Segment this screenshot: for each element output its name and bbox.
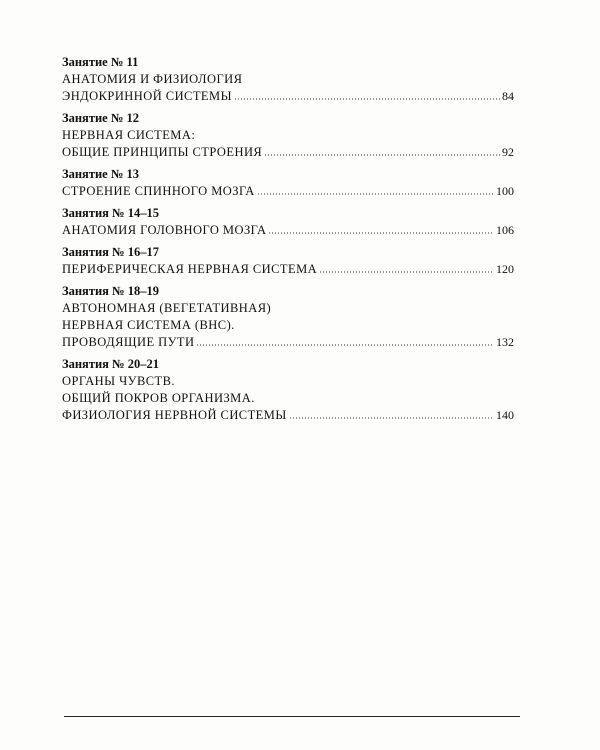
topic-line: АНАТОМИЯ И ФИЗИОЛОГИЯ bbox=[62, 72, 243, 86]
page-number: 140 bbox=[496, 408, 514, 422]
lesson-number: Занятия № 14–15 bbox=[62, 206, 159, 220]
topic-line: ОБЩИЙ ПОКРОВ ОРГАНИЗМА. bbox=[62, 391, 255, 405]
topic-last-line bbox=[62, 407, 514, 424]
page-number: 132 bbox=[496, 335, 514, 349]
topic-line: ОРГАНЫ ЧУВСТВ. bbox=[62, 374, 175, 388]
topic-line: ПРОВОДЯЩИЕ ПУТИ bbox=[62, 335, 195, 349]
lesson-number: Занятия № 20–21 bbox=[62, 357, 159, 371]
topic-last-line bbox=[62, 222, 514, 239]
dot-leader bbox=[264, 147, 500, 156]
topic-last-line bbox=[62, 334, 514, 351]
toc-entry bbox=[62, 166, 514, 200]
topic-line: НЕРВНАЯ СИСТЕМА (ВНС). bbox=[62, 318, 235, 332]
topic-last-line bbox=[62, 88, 514, 105]
topic-last-line bbox=[62, 183, 514, 200]
dot-leader bbox=[268, 225, 494, 234]
topic-line: АНАТОМИЯ ГОЛОВНОГО МОЗГА bbox=[62, 223, 267, 237]
page-number: 92 bbox=[502, 145, 514, 159]
dot-leader bbox=[196, 337, 494, 346]
toc-entry bbox=[62, 283, 514, 351]
lesson-number: Занятия № 18–19 bbox=[62, 284, 159, 298]
dot-leader bbox=[289, 410, 494, 419]
topic-last-line bbox=[62, 261, 514, 278]
toc-entry bbox=[62, 110, 514, 161]
topic-line: НЕРВНАЯ СИСТЕМА: bbox=[62, 128, 196, 142]
lesson-number: Занятие № 12 bbox=[62, 111, 140, 125]
topic-line: ОБЩИЕ ПРИНЦИПЫ СТРОЕНИЯ bbox=[62, 145, 263, 159]
toc-entry bbox=[62, 205, 514, 239]
table-of-contents bbox=[62, 54, 514, 429]
page-number: 106 bbox=[496, 223, 514, 237]
topic-last-line bbox=[62, 144, 514, 161]
dot-leader bbox=[257, 186, 494, 195]
dot-leader bbox=[234, 91, 500, 100]
page-number: 100 bbox=[496, 184, 514, 198]
toc-entry bbox=[62, 244, 514, 278]
lesson-number: Занятия № 16–17 bbox=[62, 245, 159, 259]
topic-line: АВТОНОМНАЯ (ВЕГЕТАТИВНАЯ) bbox=[62, 301, 272, 315]
page-number: 120 bbox=[496, 262, 514, 276]
topic-line: ЭНДОКРИННОЙ СИСТЕМЫ bbox=[62, 89, 232, 103]
footer-rule bbox=[64, 716, 520, 717]
topic-line: ПЕРИФЕРИЧЕСКАЯ НЕРВНАЯ СИСТЕМА bbox=[62, 262, 318, 276]
toc-entry bbox=[62, 54, 514, 105]
lesson-number: Занятие № 11 bbox=[62, 55, 139, 69]
topic-line: СТРОЕНИЕ СПИННОГО МОЗГА bbox=[62, 184, 255, 198]
lesson-number: Занятие № 13 bbox=[62, 167, 140, 181]
dot-leader bbox=[319, 264, 494, 273]
toc-entry bbox=[62, 356, 514, 424]
page-number: 84 bbox=[502, 89, 514, 103]
topic-line: ФИЗИОЛОГИЯ НЕРВНОЙ СИСТЕМЫ bbox=[62, 408, 287, 422]
